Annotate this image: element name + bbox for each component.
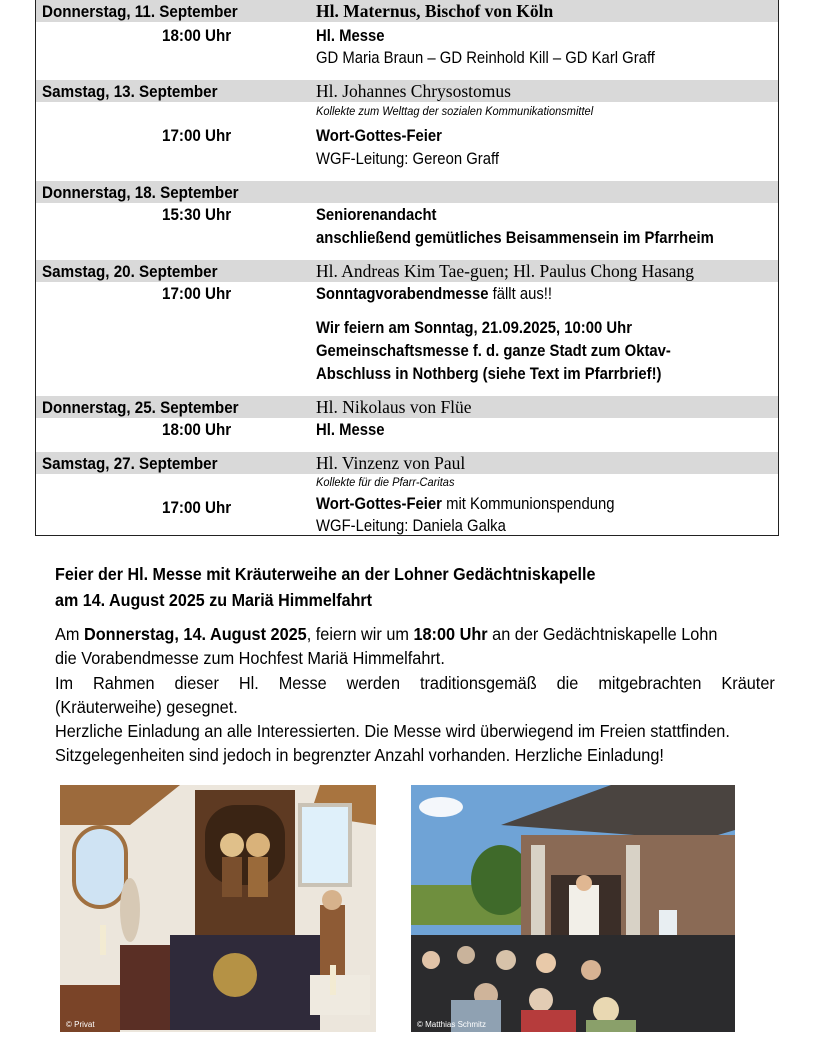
article-line — [55, 626, 717, 644]
text-run-bold: 18:00 Uhr — [413, 624, 488, 644]
article-line: die Vorabendmesse zum Hochfest Mariä Himmelfahrt. — [55, 648, 445, 668]
event-title: Wort-Gottes-Feier — [316, 127, 442, 145]
word: Messe — [278, 673, 327, 693]
text-run: Am — [55, 624, 84, 644]
event-title-suffix: mit Kommunionspendung — [441, 495, 615, 513]
outdoor-mass-illustration — [411, 785, 735, 1032]
announcement-line: Abschluss in Nothberg (siehe Text im Pfarrbrief!) — [316, 365, 662, 383]
event-title — [316, 496, 614, 513]
photo-credit: © Matthias Schmitz — [417, 1020, 487, 1029]
day-label: Samstag, 27. September — [42, 455, 218, 473]
word: Rahmen — [93, 673, 155, 693]
article-heading: am 14. August 2025 zu Mariä Himmelfahrt — [55, 590, 373, 610]
event-title-bold: Sonntagvorabendmesse — [316, 285, 489, 303]
word: Im — [55, 673, 74, 693]
event-title: Hl. Messe — [316, 27, 385, 45]
word: traditionsgemäß — [419, 673, 537, 693]
day-label: Donnerstag, 25. September — [42, 399, 239, 417]
saint-name: Hl. Nikolaus von Flüe — [316, 397, 472, 417]
event-detail: WGF-Leitung: Gereon Graff — [316, 150, 499, 168]
chapel-interior-illustration — [60, 785, 376, 1032]
word: Kräuter — [721, 673, 775, 693]
saint-name: Hl. Andreas Kim Tae-guen; Hl. Paulus Chong Hasang — [316, 261, 695, 281]
event-time: 17:00 Uhr — [162, 499, 232, 517]
day-label: Samstag, 13. September — [42, 83, 218, 101]
word: werden — [346, 673, 401, 693]
text-run: an der Gedächtniskapelle Lohn — [487, 624, 718, 644]
event-time: 15:30 Uhr — [162, 206, 232, 224]
article-heading: Feier der Hl. Messe mit Kräuterweihe an der Lohner Gedächtniskapelle — [55, 564, 596, 584]
article-line: Herzliche Einladung an alle Interessierten. Die Messe wird überwiegend im Freien stattfinden. — [55, 721, 730, 741]
word: die — [556, 673, 579, 693]
day-label: Donnerstag, 18. September — [42, 184, 239, 202]
event-time: 17:00 Uhr — [162, 127, 232, 145]
announcement-line: Wir feiern am Sonntag, 21.09.2025, 10:00 Uhr — [316, 319, 632, 337]
collection-note: Kollekte für die Pfarr-Caritas — [316, 475, 455, 489]
event-detail: anschließend gemütliches Beisammensein im Pfarrheim — [316, 229, 714, 247]
event-title: Seniorenandacht — [316, 206, 437, 224]
chapel-interior-photo — [60, 785, 376, 1032]
word: mitgebrachten — [598, 673, 702, 693]
event-time: 18:00 Uhr — [162, 27, 232, 45]
event-title: Hl. Messe — [316, 421, 385, 439]
event-title-suffix: fällt aus!! — [488, 285, 553, 303]
schedule-table — [35, 0, 779, 536]
saint-name: Hl. Johannes Chrysostomus — [316, 81, 511, 101]
saint-name: Hl. Vinzenz von Paul — [316, 453, 466, 473]
event-title-bold: Wort-Gottes-Feier — [316, 495, 442, 513]
article-line: (Kräuterweihe) gesegnet. — [55, 697, 238, 717]
event-detail: GD Maria Braun – GD Reinhold Kill – GD Karl Graff — [316, 49, 655, 67]
announcement-line: Gemeinschaftsmesse f. d. ganze Stadt zum Oktav- — [316, 342, 671, 360]
event-time: 17:00 Uhr — [162, 285, 232, 303]
event-title — [316, 286, 552, 303]
event-time: 18:00 Uhr — [162, 421, 232, 439]
saint-name: Hl. Maternus, Bischof von Köln — [316, 1, 554, 21]
day-label: Donnerstag, 11. September — [42, 3, 238, 21]
outdoor-mass-photo — [411, 785, 735, 1032]
text-run-bold: Donnerstag, 14. August 2025 — [83, 624, 307, 644]
word: Hl. — [238, 673, 259, 693]
collection-note: Kollekte zum Welttag der sozialen Kommunikationsmittel — [316, 104, 594, 118]
text-run: , feiern wir um — [306, 624, 414, 644]
day-label: Samstag, 20. September — [42, 263, 218, 281]
article-line: Sitzgelegenheiten sind jedoch in begrenzter Anzahl vorhanden. Herzliche Einladung! — [55, 745, 664, 765]
article-line-justified — [55, 675, 775, 693]
word: dieser — [174, 673, 219, 693]
photo-credit: © Privat — [66, 1020, 95, 1029]
event-detail: WGF-Leitung: Daniela Galka — [316, 517, 506, 535]
